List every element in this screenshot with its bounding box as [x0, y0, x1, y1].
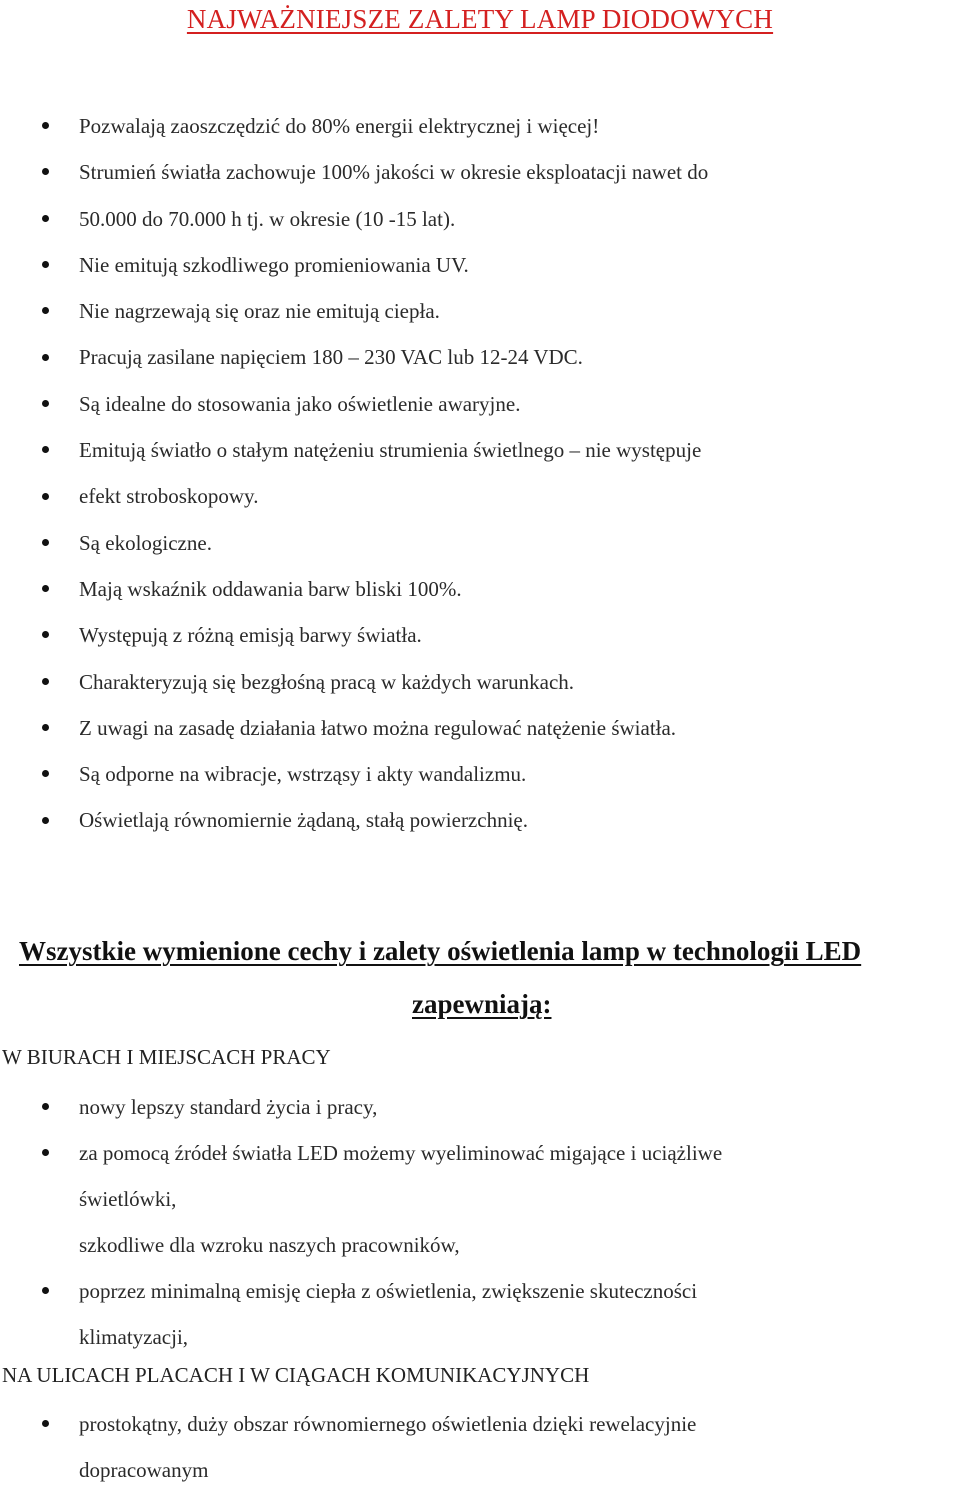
page-title: NAJWAŻNIEJSZE ZALETY LAMP DIODOWYCH — [186, 4, 774, 34]
bullet-icon — [42, 493, 49, 500]
bullet-icon — [42, 539, 49, 546]
list-item-text: Nie emitują szkodliwego promieniowania UV. — [79, 252, 469, 277]
list-item-text: 50.000 do 70.000 h tj. w okresie (10 -15 lat). — [79, 206, 456, 231]
bullet-icon — [42, 446, 49, 453]
bullet-icon — [42, 1287, 49, 1294]
bullet-icon — [42, 122, 49, 129]
list-item-text: nowy lepszy standard życia i pracy, — [79, 1095, 378, 1119]
bullet-icon — [42, 631, 49, 638]
list-item-text: Są idealne do stosowania jako oświetlenie awaryjne. — [79, 391, 521, 416]
bullet-icon — [42, 354, 49, 361]
list-item-text: Strumień światła zachowuje 100% jakości w okresie eksploatacji nawet do — [79, 160, 709, 185]
bullet-icon — [42, 1103, 49, 1110]
summary-line-2: zapewniają: — [412, 989, 552, 1019]
list-item-text: Są odporne na wibracje, wstrząsy i akty wandalizmu. — [79, 762, 527, 787]
list-item-text: efekt stroboskopowy. — [79, 484, 259, 509]
bullet-icon — [42, 585, 49, 592]
list-item-text: Są ekologiczne. — [79, 530, 212, 555]
list-item-text: poprzez minimalną emisję ciepła z oświetlenia, zwiększenie skuteczności — [79, 1279, 698, 1303]
list-item-text: Mają wskaźnik oddawania barw bliski 100%. — [79, 576, 462, 601]
list-item-text: prostokątny, duży obszar równomiernego oświetlenia dzięki rewelacyjnie — [79, 1412, 697, 1436]
list-item-text: Oświetlają równomiernie żądaną, stałą powierzchnię. — [79, 808, 528, 833]
bullet-icon — [42, 1149, 49, 1156]
summary-line-1: Wszystkie wymienione cechy i zalety oświetlenia lamp w technologii LED — [19, 936, 862, 966]
bullet-icon — [42, 400, 49, 407]
list-item-text: dopracowanym — [79, 1458, 209, 1482]
list-item-text: Z uwagi na zasadę działania łatwo można regulować natężenie światła. — [79, 715, 677, 740]
bullet-icon — [42, 168, 49, 175]
list-item-text: Pracują zasilane napięciem 180 – 230 VAC lub 12-24 VDC. — [79, 345, 583, 370]
list-item-text: Charakteryzują się bezgłośną pracą w każdych warunkach. — [79, 669, 575, 694]
list-item-text: szkodliwe dla wzroku naszych pracowników, — [79, 1233, 460, 1257]
list-item-text: Emitują światło o stałym natężeniu strumienia świetlnego – nie występuje — [79, 438, 702, 463]
bullet-icon — [42, 724, 49, 731]
list-item-text: Występują z różną emisją barwy światła. — [79, 623, 422, 648]
bullet-icon — [42, 1420, 49, 1427]
bullet-icon — [42, 770, 49, 777]
list-item-text: Pozwalają zaoszczędzić do 80% energii elektrycznej i więcej! — [79, 114, 600, 138]
bullet-icon — [42, 261, 49, 268]
bullet-icon — [42, 307, 49, 314]
list-item-text: Nie nagrzewają się oraz nie emitują ciepła. — [79, 299, 440, 324]
list-item-text: za pomocą źródeł światła LED możemy wyeliminować migające i uciążliwe — [79, 1141, 723, 1165]
offices-heading: W BIURACH I MIEJSCACH PRACY — [2, 1045, 331, 1069]
list-item-text: klimatyzacji, — [79, 1325, 189, 1349]
bullet-icon — [42, 215, 49, 222]
bullet-icon — [42, 678, 49, 685]
list-item-text: świetlówki, — [79, 1187, 177, 1211]
streets-heading: NA ULICACH PLACACH I W CIĄGACH KOMUNIKACYJNYCH — [2, 1363, 590, 1387]
bullet-icon — [42, 817, 49, 824]
